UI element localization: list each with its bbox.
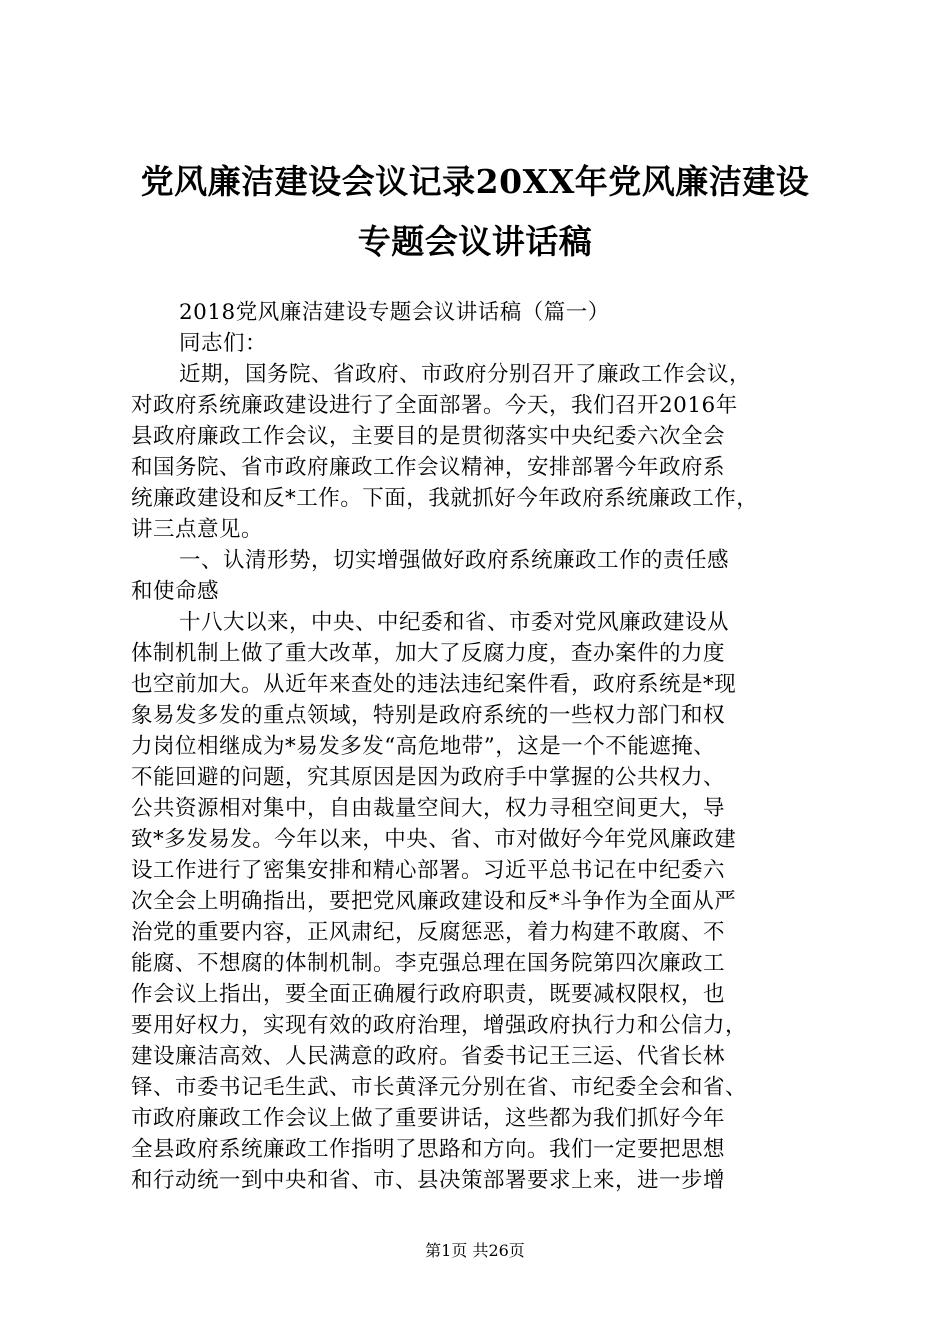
- body-line: 和使命感: [131, 579, 220, 604]
- body-line: 近期，国务院、省政府、市政府分别召开了廉政工作会议，: [179, 362, 752, 387]
- body-line: 铎、市委书记毛生武、市长黄泽元分别在省、市纪委全会和省、: [131, 1075, 748, 1100]
- body-line: 一、认清形势，切实增强做好政府系统廉政工作的责任感: [179, 548, 730, 573]
- body-line: 县政府廉政工作会议，主要目的是贯彻落实中央纪委六次全会: [131, 424, 726, 449]
- body-line: 全县政府系统廉政工作指明了思路和方向。我们一定要把思想: [131, 1137, 726, 1162]
- body-line: 讲三点意见。: [131, 517, 264, 542]
- body-line: 致*多发易发。今年以来，中央、省、市对做好今年党风廉政建: [131, 827, 737, 852]
- body-line: 和国务院、省市政府廉政工作会议精神，安排部署今年政府系: [131, 455, 726, 480]
- body-line: 同志们：: [179, 331, 268, 356]
- body-line: 治党的重要内容，正风肃纪，反腐惩恶，着力构建不敢腐、不: [131, 920, 726, 945]
- body-line: 市政府廉政工作会议上做了重要讲话，这些都为我们抓好今年: [131, 1106, 726, 1131]
- body-line: 设工作进行了密集安排和精心部署。习近平总书记在中纪委六: [131, 858, 726, 883]
- body-line: 体制机制上做了重大改革，加大了反腐力度，查办案件的力度: [131, 641, 726, 666]
- body-line: 作会议上指出，要全面正确履行政府职责，既要减权限权，也: [131, 982, 726, 1007]
- body-line: 建设廉洁高效、人民满意的政府。省委书记王三运、代省长林: [131, 1044, 726, 1069]
- body-line: 象易发多发的重点领域，特别是政府系统的一些权力部门和权: [131, 703, 726, 728]
- body-line: 对政府系统廉政建设进行了全面部署。今天，我们召开2016年: [131, 393, 738, 418]
- document-body: [131, 297, 836, 1196]
- body-line: 和行动统一到中央和省、市、县决策部署要求上来，进一步增: [131, 1168, 726, 1193]
- body-line: 统廉政建设和反*工作。下面，我就抓好今年政府系统廉政工作，: [131, 486, 759, 511]
- page-footer: 第1页 共26页: [425, 1241, 525, 1260]
- body-line: 2018党风廉洁建设专题会议讲话稿（篇一）: [179, 300, 610, 325]
- body-line: 力岗位相继成为*易发多发“高危地带”，这是一个不能遮掩、: [131, 734, 716, 759]
- body-line: 不能回避的问题，究其原因是因为政府手中掌握的公共权力、: [131, 765, 726, 790]
- body-line: 要用好权力，实现有效的政府治理，增强政府执行力和公信力，: [131, 1013, 748, 1038]
- body-line: 也空前加大。从近年来查处的违法违纪案件看，政府系统是*现: [131, 672, 737, 697]
- body-line: 能腐、不想腐的体制机制。李克强总理在国务院第四次廉政工: [131, 951, 726, 976]
- body-line: 次全会上明确指出，要把党风廉政建设和反*斗争作为全面从严: [131, 889, 737, 914]
- document-title-line-2: 专题会议讲话稿: [357, 222, 593, 261]
- body-line: 公共资源相对集中，自由裁量空间大，权力寻租空间更大，导: [131, 796, 726, 821]
- document-title-line-1: 党风廉洁建设会议记录20XX年党风廉洁建设: [140, 162, 810, 201]
- body-line: 十八大以来，中央、中纪委和省、市委对党风廉政建设从: [179, 610, 730, 635]
